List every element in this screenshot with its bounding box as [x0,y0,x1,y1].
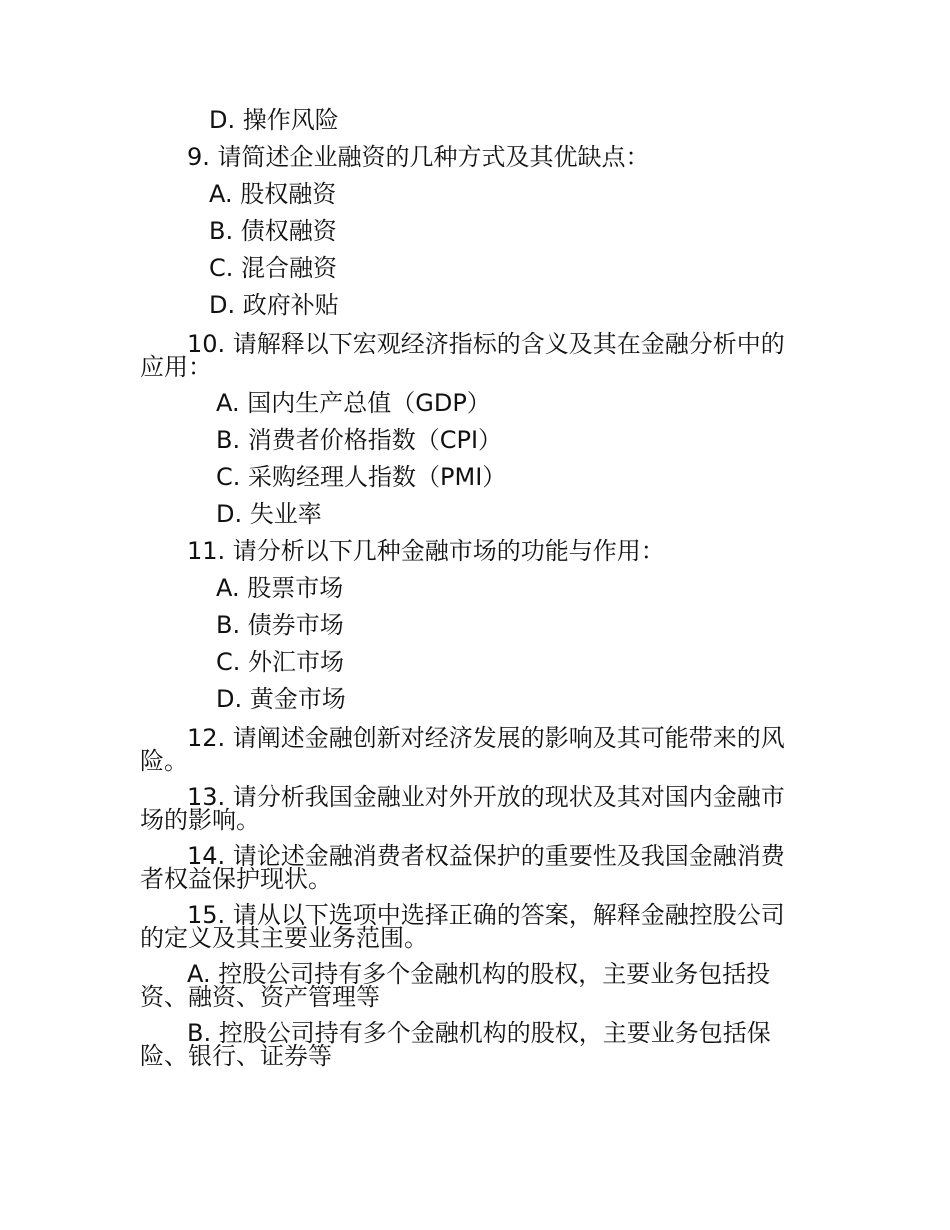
q10-option-a: A. 国内生产总值（GDP） [216,389,491,417]
q15-option-a-line2: 资、融资、资产管理等 [140,983,380,1011]
q10-option-d: D. 失业率 [216,500,322,528]
q15-option-a-line1: A. 控股公司持有多个金融机构的股权，主要业务包括投 [187,960,771,988]
q10-option-b: B. 消费者价格指数（CPI） [216,426,503,454]
q9-question: 9. 请简述企业融资的几种方式及其优缺点： [187,143,650,171]
q15-option-b-line1: B. 控股公司持有多个金融机构的股权，主要业务包括保 [187,1019,771,1047]
q9-option-a: A. 股权融资 [209,180,337,208]
q14-question-line2: 者权益保护现状。 [140,865,332,893]
q13-question-line1: 13. 请分析我国金融业对外开放的现状及其对国内金融市 [187,783,785,811]
q13-question-line2: 场的影响。 [140,806,260,834]
q12-question-line1: 12. 请阐述金融创新对经济发展的影响及其可能带来的风 [187,724,785,752]
q11-option-a: A. 股票市场 [216,574,344,602]
q15-option-b-line2: 险、银行、证券等 [140,1042,332,1070]
q8-option-d: D. 操作风险 [209,106,339,134]
q11-option-d: D. 黄金市场 [216,685,346,713]
q12-question-line2: 险。 [140,747,188,775]
q9-option-d: D. 政府补贴 [209,291,339,319]
q11-option-b: B. 债券市场 [216,611,344,639]
q10-question-line2: 应用： [140,353,212,381]
q9-option-c: C. 混合融资 [209,254,338,282]
q10-option-c: C. 采购经理人指数（PMI） [216,463,507,491]
q10-question-line1: 10. 请解释以下宏观经济指标的含义及其在金融分析中的 [187,330,785,358]
q15-question-line2: 的定义及其主要业务范围。 [140,924,428,952]
q14-question-line1: 14. 请论述金融消费者权益保护的重要性及我国金融消费 [187,842,785,870]
q9-option-b: B. 债权融资 [209,217,337,245]
q15-question-line1: 15. 请从以下选项中选择正确的答案，解释金融控股公司 [187,901,785,929]
q11-question: 11. 请分析以下几种金融市场的功能与作用： [187,537,665,565]
q11-option-c: C. 外汇市场 [216,648,345,676]
